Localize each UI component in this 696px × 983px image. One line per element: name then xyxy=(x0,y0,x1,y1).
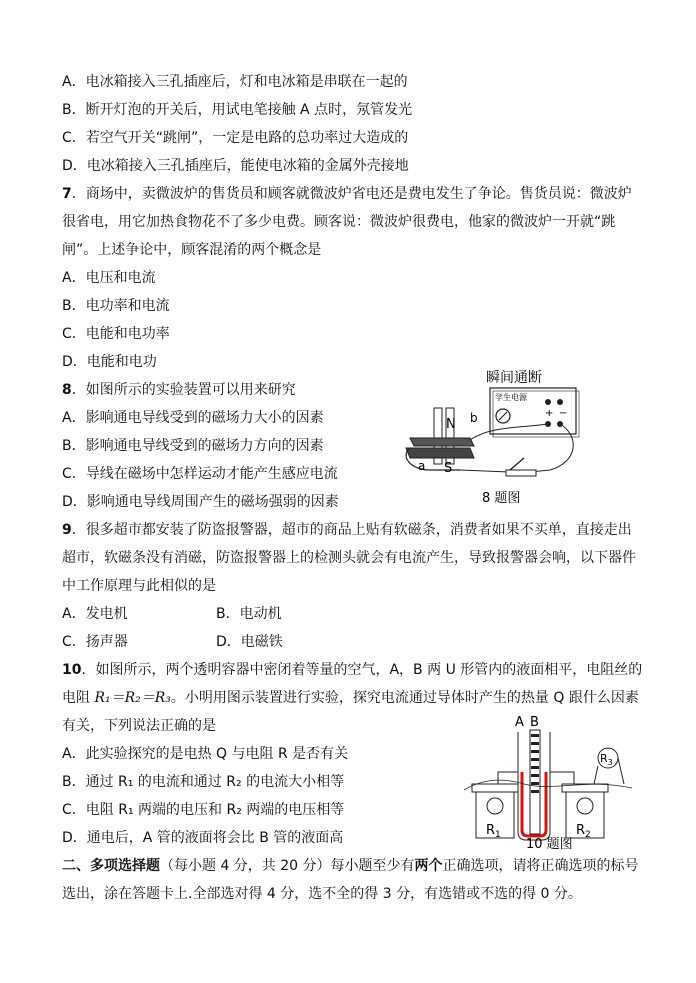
q7-option-b: B．电功率和电流 xyxy=(62,298,170,314)
q10-stem-line-1 xyxy=(62,660,642,680)
r3-label: $R_3$ xyxy=(600,752,613,767)
q10-stem-pre: 电阻 xyxy=(62,690,95,706)
u-magnet xyxy=(406,408,478,476)
q8-option-d: D．影响通电导线周围产生的磁场强弱的因素 xyxy=(62,494,339,510)
scale-ruler xyxy=(530,730,540,834)
q8-figure-title: 瞬间通断 xyxy=(486,370,542,386)
q6-option-b: B．断开灯泡的开关后，用试电笔接触 A 点时，氖管发光 xyxy=(62,102,413,118)
pole-s-label: S xyxy=(444,461,453,476)
q10-number: 10 xyxy=(62,662,82,678)
section2-title: 二、多项选择题 xyxy=(62,858,160,874)
q7-stem-line-1 xyxy=(62,184,632,204)
tube-a-label: A xyxy=(515,715,524,730)
q8-option-b: B．影响通电导线受到的磁场力方向的因素 xyxy=(62,438,324,454)
q7-option-a: A．电压和电流 xyxy=(62,270,156,286)
q9-option-b: B．电动机 xyxy=(216,606,282,622)
q10-option-b: B．通过 R₁ 的电流和通过 R₂ 的电流大小相等 xyxy=(62,774,345,790)
label-a: a xyxy=(418,459,426,473)
section2-line-2: 选出，涂在答题卡上.全部选对得 4 分，选不全的得 3 分，有选错或不选的得 0 分。 xyxy=(62,886,582,902)
switch xyxy=(506,458,536,476)
r2-label: $R_2$ xyxy=(576,823,591,840)
tube-b-label: B xyxy=(530,715,539,730)
q7-stem-line-2: 很省电，用它加热食物花不了多少电费。顾客说：微波炉很费电，他家的微波炉一开就“跳 xyxy=(62,214,616,230)
pole-n-label: N xyxy=(446,417,456,432)
q9-number: 9 xyxy=(62,522,72,538)
q10-figure xyxy=(464,712,634,850)
q7-stem-text-1: ．商场中，卖微波炉的售货员和顾客就微波炉省电还是费电发生了争论。售货员说：微波炉 xyxy=(71,186,632,202)
q9-option-a: A．发电机 xyxy=(62,606,128,622)
power-supply xyxy=(490,388,579,437)
section2-intro-a: （每小题 4 分，共 20 分）每小题至少有 xyxy=(160,858,415,874)
knob-icon xyxy=(545,399,551,405)
q9-stem-line-2: 超市，软磁条没有消磁，防盗报警器上的检测头就会有电流产生，导致报警器会响，以下器件 xyxy=(62,550,636,566)
q10-stem-line-3: 有关，下列说法正确的是 xyxy=(62,718,216,734)
q8-figure xyxy=(400,366,590,508)
q6-option-d: D．电冰箱接入三孔插座后，能使电冰箱的金属外壳接地 xyxy=(62,158,409,174)
container-r2 xyxy=(562,784,608,840)
q7-option-d: D．电能和电功 xyxy=(62,354,157,370)
q10-option-a: A．此实验探究的是电热 Q 与电阻 R 是否有关 xyxy=(62,746,349,762)
q8-option-a: A．影响通电导线受到的磁场力大小的因素 xyxy=(62,410,324,426)
q8-figure-caption: 8 题图 xyxy=(482,491,521,506)
section2-bold-two: 两个 xyxy=(414,858,443,874)
label-b: b xyxy=(470,411,478,425)
container-r1 xyxy=(472,784,518,840)
power-supply-label: 学生电源 xyxy=(495,393,527,402)
q8-number: 8 xyxy=(62,382,72,398)
r1-label: $R_1$ xyxy=(486,823,501,840)
svg-text:−: − xyxy=(559,408,568,419)
q6-option-c: C．若空气开关“跳闸”，一定是电路的总功率过大造成的 xyxy=(62,130,409,146)
q9-option-d: D．电磁铁 xyxy=(216,634,283,650)
q8-stem xyxy=(62,380,296,400)
q10-option-c: C．电阻 R₁ 两端的电压和 R₂ 两端的电压相等 xyxy=(62,802,345,818)
q10-option-d: D．通电后，A 管的液面将会比 B 管的液面高 xyxy=(62,830,344,846)
q10-stem-line-2 xyxy=(62,688,639,708)
q7-option-c: C．电能和电功率 xyxy=(62,326,170,342)
q10-stem-text-1: ．如图所示，两个透明容器中密闭着等量的空气，A，B 两 U 形管内的液面相平，电阻丝的 xyxy=(81,662,643,678)
q8-option-c: C．导线在磁场中怎样运动才能产生感应电流 xyxy=(62,466,338,482)
q9-stem-text-1: ．很多超市都安装了防盗报警器，超市的商品上贴有软磁条，消费者如果不买单，直接走出 xyxy=(71,522,632,538)
q10-figure-caption: 10 题图 xyxy=(526,837,573,850)
section2-line-1 xyxy=(62,856,639,876)
section2-intro-b: 正确选项，请将正确选项的标号 xyxy=(442,858,639,874)
q10-stem-equation: R₁＝R₂＝R₃ xyxy=(94,690,171,706)
q10-stem-post: 。小明用图示装置进行实验，探究电流通过导体时产生的热量 Q 跟什么因素 xyxy=(170,690,639,706)
q7-number: 7 xyxy=(62,186,72,202)
q9-option-c: C．扬声器 xyxy=(62,634,128,650)
resistor-r3 xyxy=(598,748,618,768)
q6-option-a: A．电冰箱接入三孔插座后，灯和电冰箱是串联在一起的 xyxy=(62,74,408,90)
q7-stem-line-3: 闸”。上述争论中，顾客混淆的两个概念是 xyxy=(62,242,322,258)
q9-stem-line-1 xyxy=(62,520,632,540)
svg-text:+: + xyxy=(545,408,554,419)
q8-stem-text: ．如图所示的实验装置可以用来研究 xyxy=(71,382,296,398)
q9-stem-line-3: 中工作原理与此相似的是 xyxy=(62,578,216,594)
